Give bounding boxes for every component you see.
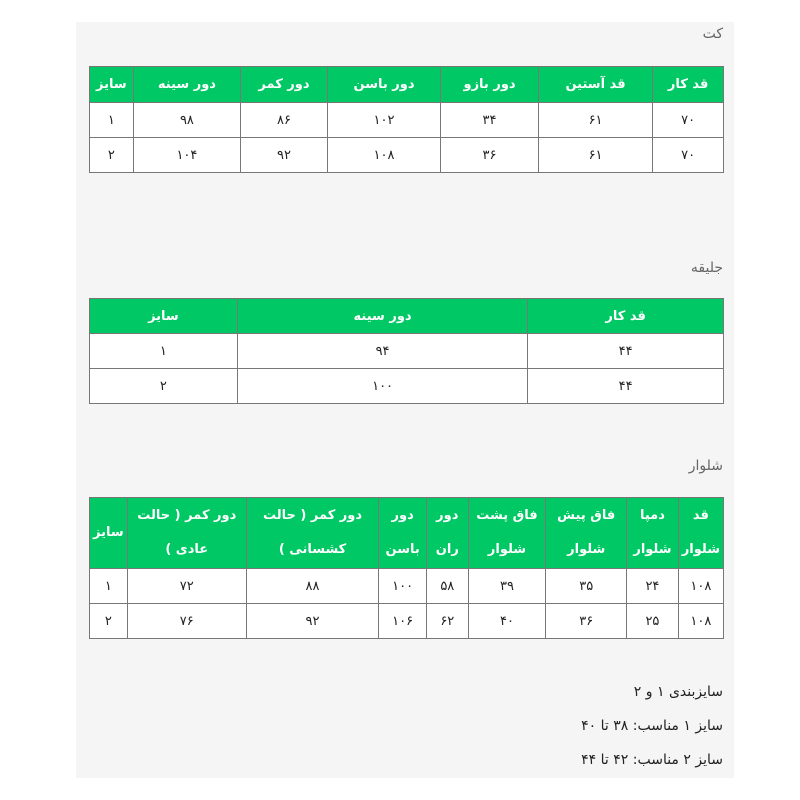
table-cell: ۷۶ — [127, 604, 246, 639]
column-header: سایز — [90, 67, 134, 103]
column-header: دور کمر ( حالت عادی ) — [127, 498, 246, 569]
table-cell: ۷۲ — [127, 569, 246, 604]
table-cell: ۲ — [90, 604, 128, 639]
table-cell: ۶۱ — [538, 138, 653, 173]
vest-size-table — [89, 298, 724, 404]
column-header: فاق پشت شلوار — [468, 498, 546, 569]
table-header-row — [90, 498, 724, 569]
table-cell: ۴۴ — [528, 334, 724, 369]
table-cell: ۳۹ — [468, 569, 546, 604]
table-cell: ۹۲ — [241, 138, 328, 173]
content-panel — [76, 22, 734, 778]
column-header: قد آستین — [538, 67, 653, 103]
table-cell: ۲ — [90, 138, 134, 173]
table-cell: ۹۴ — [237, 334, 528, 369]
column-header: دور سینه — [237, 299, 528, 334]
table-cell: ۱ — [90, 569, 128, 604]
table-cell: ۱۰۴ — [133, 138, 241, 173]
section-title-coat: کت — [702, 26, 723, 42]
section-title-trousers: شلوار — [688, 458, 723, 474]
note-line: سایزبندی ۱ و ۲ — [633, 684, 723, 700]
table-cell: ۳۶ — [441, 138, 539, 173]
table-cell: ۲۵ — [627, 604, 679, 639]
table-row — [90, 369, 724, 404]
note-line: سایز ۱ مناسب: ۳۸ تا ۴۰ — [581, 718, 723, 734]
column-header: قد کار — [653, 67, 724, 103]
column-header: سایز — [90, 498, 128, 569]
table-cell: ۷۰ — [653, 138, 724, 173]
column-header: دور سینه — [133, 67, 241, 103]
table-header-row — [90, 67, 724, 103]
column-header: دور باسن — [327, 67, 440, 103]
table-cell: ۹۲ — [246, 604, 378, 639]
table-cell: ۱۰۸ — [678, 604, 723, 639]
coat-size-table — [89, 66, 724, 173]
column-header: دمپا شلوار — [627, 498, 679, 569]
column-header: دور ران — [427, 498, 469, 569]
table-cell: ۴۰ — [468, 604, 546, 639]
table-cell: ۷۰ — [653, 103, 724, 138]
table-cell: ۵۸ — [427, 569, 469, 604]
table-cell: ۱۰۰ — [379, 569, 427, 604]
table-cell: ۸۸ — [246, 569, 378, 604]
table-cell: ۲۴ — [627, 569, 679, 604]
table-row — [90, 604, 724, 639]
table-cell: ۶۲ — [427, 604, 469, 639]
section-title-vest: جلیقه — [690, 260, 723, 276]
table-cell: ۱۰۶ — [379, 604, 427, 639]
size-notes — [581, 682, 723, 784]
table-cell: ۱۰۸ — [327, 138, 440, 173]
table-cell: ۸۶ — [241, 103, 328, 138]
table-row — [90, 138, 724, 173]
table-cell: ۱۰۸ — [678, 569, 723, 604]
table-cell: ۲ — [90, 369, 238, 404]
table-cell: ۳۴ — [441, 103, 539, 138]
table-header-row — [90, 299, 724, 334]
table-cell: ۱۰۲ — [327, 103, 440, 138]
table-cell: ۳۶ — [546, 604, 627, 639]
table-row — [90, 569, 724, 604]
table-cell: ۱ — [90, 103, 134, 138]
table-row — [90, 103, 724, 138]
column-header: دور باسن — [379, 498, 427, 569]
table-row — [90, 334, 724, 369]
column-header: فاق پیش شلوار — [546, 498, 627, 569]
column-header: سایز — [90, 299, 238, 334]
column-header: قد کار — [528, 299, 724, 334]
table-cell: ۴۴ — [528, 369, 724, 404]
column-header: قد شلوار — [678, 498, 723, 569]
column-header: دور بازو — [441, 67, 539, 103]
trousers-size-table — [89, 497, 724, 639]
note-line: سایز ۲ مناسب: ۴۲ تا ۴۴ — [581, 752, 723, 768]
table-cell: ۳۵ — [546, 569, 627, 604]
column-header: دور کمر — [241, 67, 328, 103]
table-cell: ۶۱ — [538, 103, 653, 138]
table-cell: ۱ — [90, 334, 238, 369]
table-cell: ۱۰۰ — [237, 369, 528, 404]
column-header: دور کمر ( حالت کشسانی ) — [246, 498, 378, 569]
table-cell: ۹۸ — [133, 103, 241, 138]
